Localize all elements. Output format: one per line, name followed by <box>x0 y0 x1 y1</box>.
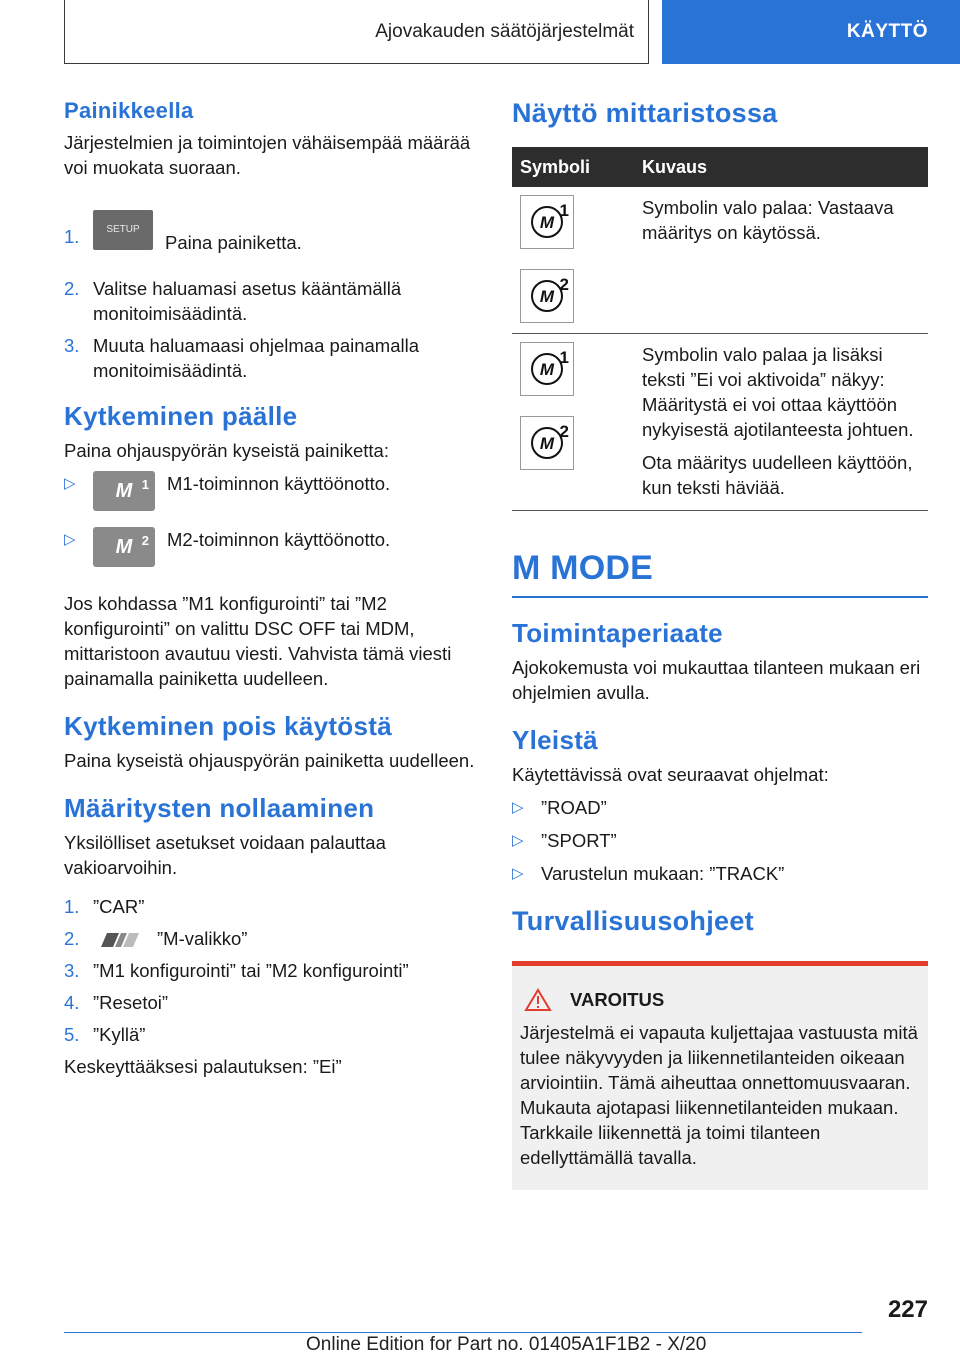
warning-text: Järjestelmä ei vapauta kuljettajaa vastuusta mitä tulee näkyvyyden ja liikennetilanteiden oikeaan arviointiin. Tämä aiheuttaa onnettomuusvaaran. Mukauta ajotapasi liikennetilanteiden mukaan. Tarkkaile liikennettä ja toimi tilanteen edellyttämällä tavalla. <box>520 1022 918 1168</box>
left-column <box>64 98 476 1079</box>
right-column <box>512 98 928 1190</box>
on-intro: Paina ohjauspyörän kyseistä painiketta: <box>64 440 389 461</box>
reset-steps <box>64 894 476 1047</box>
m1-symbol-icon: M 1 <box>520 195 574 249</box>
heading-maaritysten-nollaaminen: Määritysten nollaaminen <box>64 793 375 823</box>
heading-yleista: Yleistä <box>512 725 598 755</box>
footer-divider <box>64 1332 862 1333</box>
reset-intro: Yksilölliset asetukset voidaan palauttaa vakioarvoihin. <box>64 832 386 878</box>
m-stripes-icon <box>93 931 149 949</box>
page-number: 227 <box>887 1296 928 1323</box>
table-row <box>512 187 928 334</box>
m2-button-icon: M 2 <box>93 527 155 567</box>
table-row <box>512 334 928 511</box>
step-text: ”Resetoi” <box>93 992 169 1013</box>
heading-kytkeminen-paalle: Kytkeminen päälle <box>64 401 298 431</box>
warning-label: VAROITUS <box>570 989 665 1010</box>
off-text: Paina kyseistä ohjauspyörän painiketta uudelleen. <box>64 750 475 771</box>
list-item <box>64 276 476 326</box>
step-text: Muuta haluamaasi ohjelmaa painamalla monitoimisäädintä. <box>93 335 419 381</box>
heading-painikkeella: Painikkeella <box>64 98 194 123</box>
warning-box <box>512 961 928 1190</box>
edition-text: Online Edition for Part no. 01405A1F1B2 - X/20 <box>306 1334 707 1355</box>
reset-cancel: Keskeyttääksesi palautuksen: ”Ei” <box>64 1056 342 1077</box>
symbol-table <box>512 147 928 511</box>
list-item <box>64 527 476 567</box>
painikkeella-intro: Järjestelmien ja toimintojen vähäisempää määrää voi muokata suoraan. <box>64 132 471 178</box>
bullet-triangle-icon: ▷ <box>512 865 524 882</box>
step-number: 3. <box>64 335 80 356</box>
general-intro: Käytettävissä ovat seuraavat ohjelmat: <box>512 764 829 785</box>
list-item: ▷ ”SPORT” <box>512 830 617 851</box>
step-number: 5. <box>64 1024 80 1045</box>
list-item <box>64 894 476 919</box>
principle-text: Ajokokemusta voi mukauttaa tilanteen mukaan eri ohjelmien avulla. <box>512 657 921 703</box>
step-number: 1. <box>64 226 80 247</box>
step-text: Paina painiketta. <box>165 231 302 253</box>
step-text: ”CAR” <box>93 896 145 917</box>
setup-button-icon: SETUP <box>93 210 153 250</box>
step-text: ”M-valikko” <box>157 928 248 949</box>
row2-description: Symbolin valo palaa ja lisäksi teksti ”Ei voi aktivoida” näkyy: Määritystä ei voi ottaa käyttöön nykyisestä ajotilanteesta johtuen. <box>642 344 914 440</box>
step-text: ”M1 konfigurointi” tai ”M2 konfigurointi” <box>93 960 409 981</box>
bullet-triangle-icon: ▷ <box>64 475 76 492</box>
list-item: ▷ ”ROAD” <box>512 797 607 818</box>
step-text: Valitse haluamasi asetus kääntämällä monitoimisäädintä. <box>93 278 402 324</box>
setup-steps <box>64 204 476 383</box>
heading-toimintaperiaate: Toimintaperiaate <box>512 618 723 648</box>
on-note: Jos kohdassa ”M1 konfigurointi” tai ”M2 konfigurointi” on valittu DSC OFF tai MDM, mittaristoon avautuu viesti. Vahvista tämä viesti painamalla painiketta uudelleen. <box>64 593 452 689</box>
step-number: 2. <box>64 278 80 299</box>
list-item <box>64 333 476 383</box>
header-section-title: Ajovakauden säätöjärjestelmät <box>64 0 649 64</box>
step-number: 4. <box>64 992 80 1013</box>
section-divider <box>512 596 928 598</box>
heading-turvallisuusohjeet: Turvallisuusohjeet <box>512 906 754 936</box>
step-number: 1. <box>64 896 80 917</box>
program-list <box>512 795 928 886</box>
bullet-triangle-icon: ▷ <box>512 832 524 849</box>
heading-m-mode: M MODE <box>512 549 653 587</box>
m2-symbol-icon: M 2 <box>520 416 574 470</box>
m1-symbol-icon: M 1 <box>520 342 574 396</box>
col-header-symbol: Symboli <box>512 147 634 187</box>
bullet-triangle-icon: ▷ <box>64 531 76 548</box>
list-item: ▷ Varustelun mukaan: ”TRACK” <box>512 863 785 884</box>
list-item <box>64 204 476 264</box>
m2-text: M2-toiminnon käyttöönotto. <box>167 529 391 550</box>
col-header-description: Kuvaus <box>634 147 928 187</box>
m2-symbol-icon: M 2 <box>520 269 574 323</box>
header-chapter-tab[interactable]: KÄYTTÖ <box>662 0 960 64</box>
step-number: 2. <box>64 928 80 949</box>
bullet-triangle-icon: ▷ <box>512 799 524 816</box>
step-text: ”Kyllä” <box>93 1024 146 1045</box>
heading-naytto-mittaristossa: Näyttö mittaristossa <box>512 98 778 128</box>
list-item <box>64 471 476 511</box>
step-number: 3. <box>64 960 80 981</box>
warning-triangle-icon <box>524 988 552 1012</box>
list-item <box>64 990 476 1015</box>
m1-button-icon: M 1 <box>93 471 155 511</box>
list-item <box>64 958 476 983</box>
list-item <box>64 926 476 951</box>
m1-text: M1-toiminnon käyttöönotto. <box>167 473 391 494</box>
list-item <box>64 1022 476 1047</box>
heading-kytkeminen-pois: Kytkeminen pois käytöstä <box>64 711 392 741</box>
row1-description: Symbolin valo palaa: Vastaava määritys on käytössä. <box>634 187 928 334</box>
row2-description-2: Ota määritys uudelleen käyttöön, kun teksti häviää. <box>642 452 913 498</box>
